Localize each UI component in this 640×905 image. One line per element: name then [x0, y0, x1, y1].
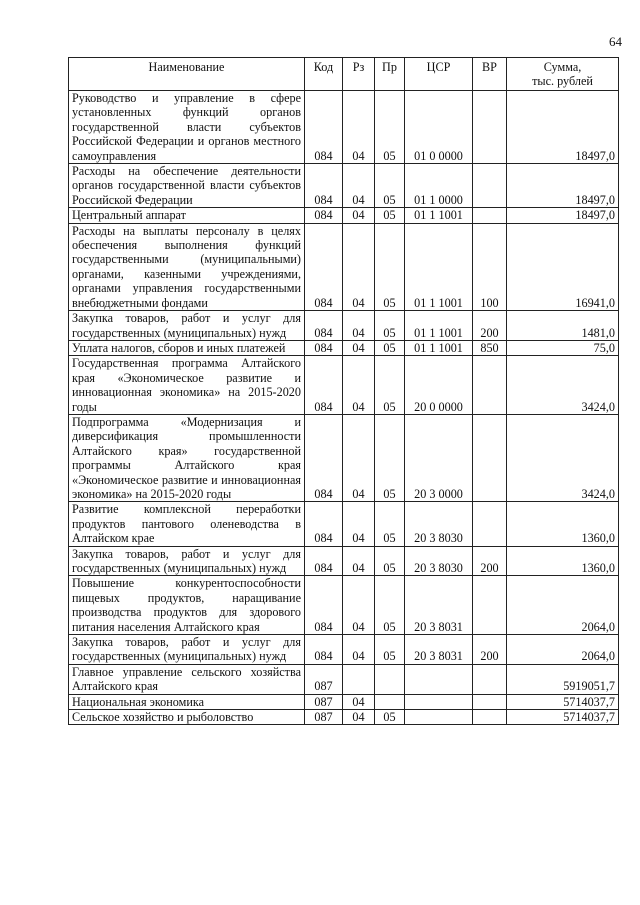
- cell-vr: [473, 694, 507, 709]
- cell-csr: 01 0 0000: [405, 91, 473, 164]
- cell-name: Центральный аппарат: [69, 208, 305, 223]
- cell-kod: 084: [305, 311, 343, 341]
- cell-name: Уплата налогов, сборов и иных платежей: [69, 340, 305, 355]
- cell-sum: 1360,0: [507, 502, 619, 546]
- table-row: [69, 710, 619, 725]
- cell-csr: 20 3 8031: [405, 576, 473, 635]
- cell-kod: 084: [305, 414, 343, 501]
- table-row: [69, 694, 619, 709]
- cell-name: Развитие комплексной переработки продуктов пантового оленеводства в Алтайском крае: [69, 502, 305, 546]
- cell-pr: 05: [375, 356, 405, 415]
- cell-name: Закупка товаров, работ и услуг для государственных (муниципальных) нужд: [69, 546, 305, 576]
- header-vr: ВР: [473, 58, 507, 91]
- cell-pr: 05: [375, 311, 405, 341]
- table-body: [69, 91, 619, 725]
- cell-name: Расходы на обеспечение деятельности органов государственной власти субъектов Российской Федерации: [69, 164, 305, 208]
- cell-vr: [473, 576, 507, 635]
- cell-pr: 05: [375, 635, 405, 665]
- table-row: [69, 576, 619, 635]
- cell-vr: 850: [473, 340, 507, 355]
- cell-kod: 084: [305, 340, 343, 355]
- cell-sum: 1360,0: [507, 546, 619, 576]
- cell-sum: 1481,0: [507, 311, 619, 341]
- cell-vr: 200: [473, 311, 507, 341]
- cell-sum: 3424,0: [507, 414, 619, 501]
- cell-csr: [405, 664, 473, 694]
- table-row: [69, 635, 619, 665]
- cell-csr: 01 1 1001: [405, 311, 473, 341]
- cell-csr: 20 3 8030: [405, 546, 473, 576]
- cell-pr: 05: [375, 223, 405, 310]
- table-row: [69, 356, 619, 415]
- cell-sum: 2064,0: [507, 635, 619, 665]
- header-rz: Рз: [343, 58, 375, 91]
- cell-rz: [343, 664, 375, 694]
- table-row: [69, 340, 619, 355]
- cell-vr: [473, 164, 507, 208]
- cell-vr: [473, 664, 507, 694]
- cell-pr: 05: [375, 208, 405, 223]
- cell-rz: 04: [343, 546, 375, 576]
- table-header-row: [69, 58, 619, 91]
- table-row: [69, 664, 619, 694]
- cell-sum: 3424,0: [507, 356, 619, 415]
- cell-kod: 084: [305, 546, 343, 576]
- cell-pr: 05: [375, 414, 405, 501]
- table-row: [69, 414, 619, 501]
- cell-csr: 01 1 0000: [405, 164, 473, 208]
- cell-kod: 084: [305, 576, 343, 635]
- cell-pr: 05: [375, 340, 405, 355]
- cell-csr: 01 1 1001: [405, 223, 473, 310]
- table-row: [69, 546, 619, 576]
- table-row: [69, 208, 619, 223]
- cell-vr: [473, 208, 507, 223]
- header-kod: Код: [305, 58, 343, 91]
- table-row: [69, 223, 619, 310]
- cell-kod: 084: [305, 635, 343, 665]
- cell-csr: 20 3 8030: [405, 502, 473, 546]
- cell-name: Расходы на выплаты персоналу в целях обеспечения выполнения функций государственными (муниципальными) органами, казенными учреждениями, органами управления государственными внебюджетными фондами: [69, 223, 305, 310]
- cell-pr: 05: [375, 164, 405, 208]
- cell-rz: 04: [343, 414, 375, 501]
- cell-rz: 04: [343, 340, 375, 355]
- cell-rz: 04: [343, 164, 375, 208]
- header-name: Наименование: [69, 58, 305, 91]
- header-sum: [507, 58, 619, 91]
- cell-name: Государственная программа Алтайского края «Экономическое развитие и инновационная экономика» на 2015-2020 годы: [69, 356, 305, 415]
- cell-rz: 04: [343, 502, 375, 546]
- cell-pr: 05: [375, 576, 405, 635]
- cell-kod: 087: [305, 694, 343, 709]
- cell-sum: 16941,0: [507, 223, 619, 310]
- cell-name: Подпрограмма «Модернизация и диверсификация промышленности Алтайского края» государственной программы Алтайского края «Экономическое развитие и инновационная экономика» на 2015-2020 годы: [69, 414, 305, 501]
- cell-csr: 20 0 0000: [405, 356, 473, 415]
- table-row: [69, 164, 619, 208]
- cell-kod: 084: [305, 164, 343, 208]
- cell-rz: 04: [343, 91, 375, 164]
- cell-kod: 084: [305, 356, 343, 415]
- cell-name: Закупка товаров, работ и услуг для государственных (муниципальных) нужд: [69, 635, 305, 665]
- table-row: [69, 91, 619, 164]
- cell-vr: [473, 91, 507, 164]
- cell-vr: 200: [473, 635, 507, 665]
- cell-pr: 05: [375, 710, 405, 725]
- cell-name: Закупка товаров, работ и услуг для государственных (муниципальных) нужд: [69, 311, 305, 341]
- cell-sum: 2064,0: [507, 576, 619, 635]
- cell-kod: 087: [305, 710, 343, 725]
- table-row: [69, 502, 619, 546]
- budget-table: [68, 57, 619, 725]
- cell-csr: [405, 694, 473, 709]
- cell-name: Сельское хозяйство и рыболовство: [69, 710, 305, 725]
- table-row: [69, 311, 619, 341]
- header-csr: ЦСР: [405, 58, 473, 91]
- cell-rz: 04: [343, 694, 375, 709]
- cell-sum: 5714037,7: [507, 694, 619, 709]
- cell-name: Национальная экономика: [69, 694, 305, 709]
- cell-rz: 04: [343, 356, 375, 415]
- cell-pr: 05: [375, 91, 405, 164]
- cell-rz: 04: [343, 223, 375, 310]
- cell-csr: 20 3 0000: [405, 414, 473, 501]
- cell-rz: 04: [343, 208, 375, 223]
- header-sum-line1: Сумма,: [543, 60, 582, 74]
- cell-csr: 20 3 8031: [405, 635, 473, 665]
- cell-kod: 084: [305, 223, 343, 310]
- cell-sum: 5919051,7: [507, 664, 619, 694]
- cell-csr: 01 1 1001: [405, 208, 473, 223]
- cell-rz: 04: [343, 311, 375, 341]
- cell-kod: 084: [305, 208, 343, 223]
- cell-sum: 18497,0: [507, 164, 619, 208]
- cell-name: Главное управление сельского хозяйства Алтайского края: [69, 664, 305, 694]
- cell-vr: [473, 356, 507, 415]
- cell-name: Повышение конкурентоспособности пищевых продуктов, наращивание производства продуктов для здорового питания населения Алтайского края: [69, 576, 305, 635]
- cell-csr: [405, 710, 473, 725]
- cell-name: Руководство и управление в сфере установленных функций органов государственной власти субъектов Российской Федерации и органов местного самоуправления: [69, 91, 305, 164]
- cell-pr: [375, 664, 405, 694]
- cell-sum: 75,0: [507, 340, 619, 355]
- cell-sum: 18497,0: [507, 208, 619, 223]
- page-number: 64: [609, 34, 622, 49]
- cell-pr: 05: [375, 546, 405, 576]
- cell-csr: 01 1 1001: [405, 340, 473, 355]
- cell-kod: 084: [305, 91, 343, 164]
- cell-rz: 04: [343, 576, 375, 635]
- cell-rz: 04: [343, 710, 375, 725]
- cell-vr: 200: [473, 546, 507, 576]
- cell-vr: 100: [473, 223, 507, 310]
- header-pr: Пр: [375, 58, 405, 91]
- cell-kod: 084: [305, 502, 343, 546]
- cell-pr: 05: [375, 502, 405, 546]
- cell-vr: [473, 502, 507, 546]
- cell-vr: [473, 414, 507, 501]
- header-sum-line2: тыс. рублей: [532, 74, 593, 88]
- cell-kod: 087: [305, 664, 343, 694]
- cell-sum: 18497,0: [507, 91, 619, 164]
- cell-pr: [375, 694, 405, 709]
- cell-rz: 04: [343, 635, 375, 665]
- cell-sum: 5714037,7: [507, 710, 619, 725]
- cell-vr: [473, 710, 507, 725]
